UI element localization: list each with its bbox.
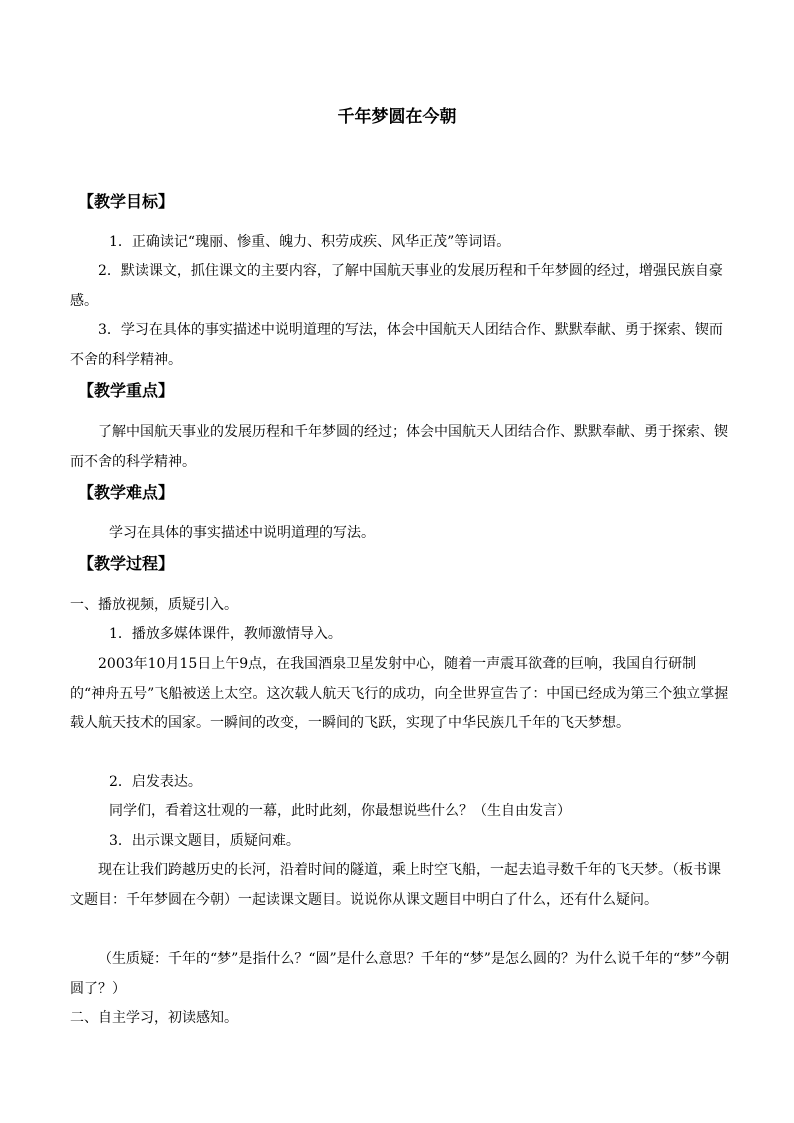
process-part2-title: 二、自主学习，初读感知。 bbox=[70, 1010, 238, 1026]
objective-item-1: 1．正确读记“瑰丽、惨重、魄力、积劳成疾、风华正茂”等词语。 bbox=[109, 234, 511, 250]
objective-item-2: 2．默读课文，抓住课文的主要内容，了解中国航天事业的发展历程和千年梦圆的经过，增强民族自豪感。 bbox=[70, 263, 723, 309]
process-step3-text: 现在让我们跨越历史的长河，沿着时间的隧道，乘上时空飞船，一起去追寻数千年的飞天梦。（板书课文题目：千年梦圆在今朝）一起读课文题目。说说你从课文题目中明白了什么，还有什么疑问。 bbox=[70, 862, 721, 908]
process-step2: 2．启发表达。 bbox=[109, 774, 202, 790]
document-title: 千年梦圆在今朝 bbox=[337, 107, 457, 127]
process-step1-text: 2003年10月15日上午9点，在我国酒泉卫星发射中心，随着一声震耳欲聋的巨响，我国自行研制的“神舟五号”飞船被送上太空。这次载人航天飞行的成功，向全世界宣告了：中国已经成为第三个独立掌握载人航天技术的国家。一瞬间的改变，一瞬间的飞跃，实现了中华民族几千年的飞天梦想。 bbox=[70, 656, 729, 732]
process-step2-text: 同学们，看着这壮观的一幕，此时此刻，你最想说些什么？（生自由发言） bbox=[109, 803, 571, 819]
heading-key-points: 【教学重点】 bbox=[78, 381, 175, 400]
heading-process: 【教学过程】 bbox=[78, 554, 175, 573]
process-part1-title: 一、播放视频，质疑引入。 bbox=[70, 597, 238, 613]
process-step3-note: （生质疑：千年的“梦”是指什么？“圆”是什么意思？千年的“梦”是怎么圆的？为什么说千年的“梦”今朝圆了？） bbox=[70, 951, 730, 997]
process-step1: 1．播放多媒体课件，教师激情导入。 bbox=[109, 626, 342, 642]
key-points-text: 了解中国航天事业的发展历程和千年梦圆的经过；体会中国航天人团结合作、默默奉献、勇于探索、锲而不舍的科学精神。 bbox=[70, 424, 728, 470]
heading-objectives: 【教学目标】 bbox=[78, 192, 175, 211]
difficulties-text: 学习在具体的事实描述中说明道理的写法。 bbox=[109, 525, 375, 541]
process-step3: 3．出示课文题目，质疑问难。 bbox=[109, 833, 300, 849]
heading-difficulties: 【教学难点】 bbox=[78, 483, 175, 502]
objective-item-3: 3．学习在具体的事实描述中说明道理的写法，体会中国航天人团结合作、默默奉献、勇于探索、锲而不舍的科学精神。 bbox=[70, 322, 723, 368]
